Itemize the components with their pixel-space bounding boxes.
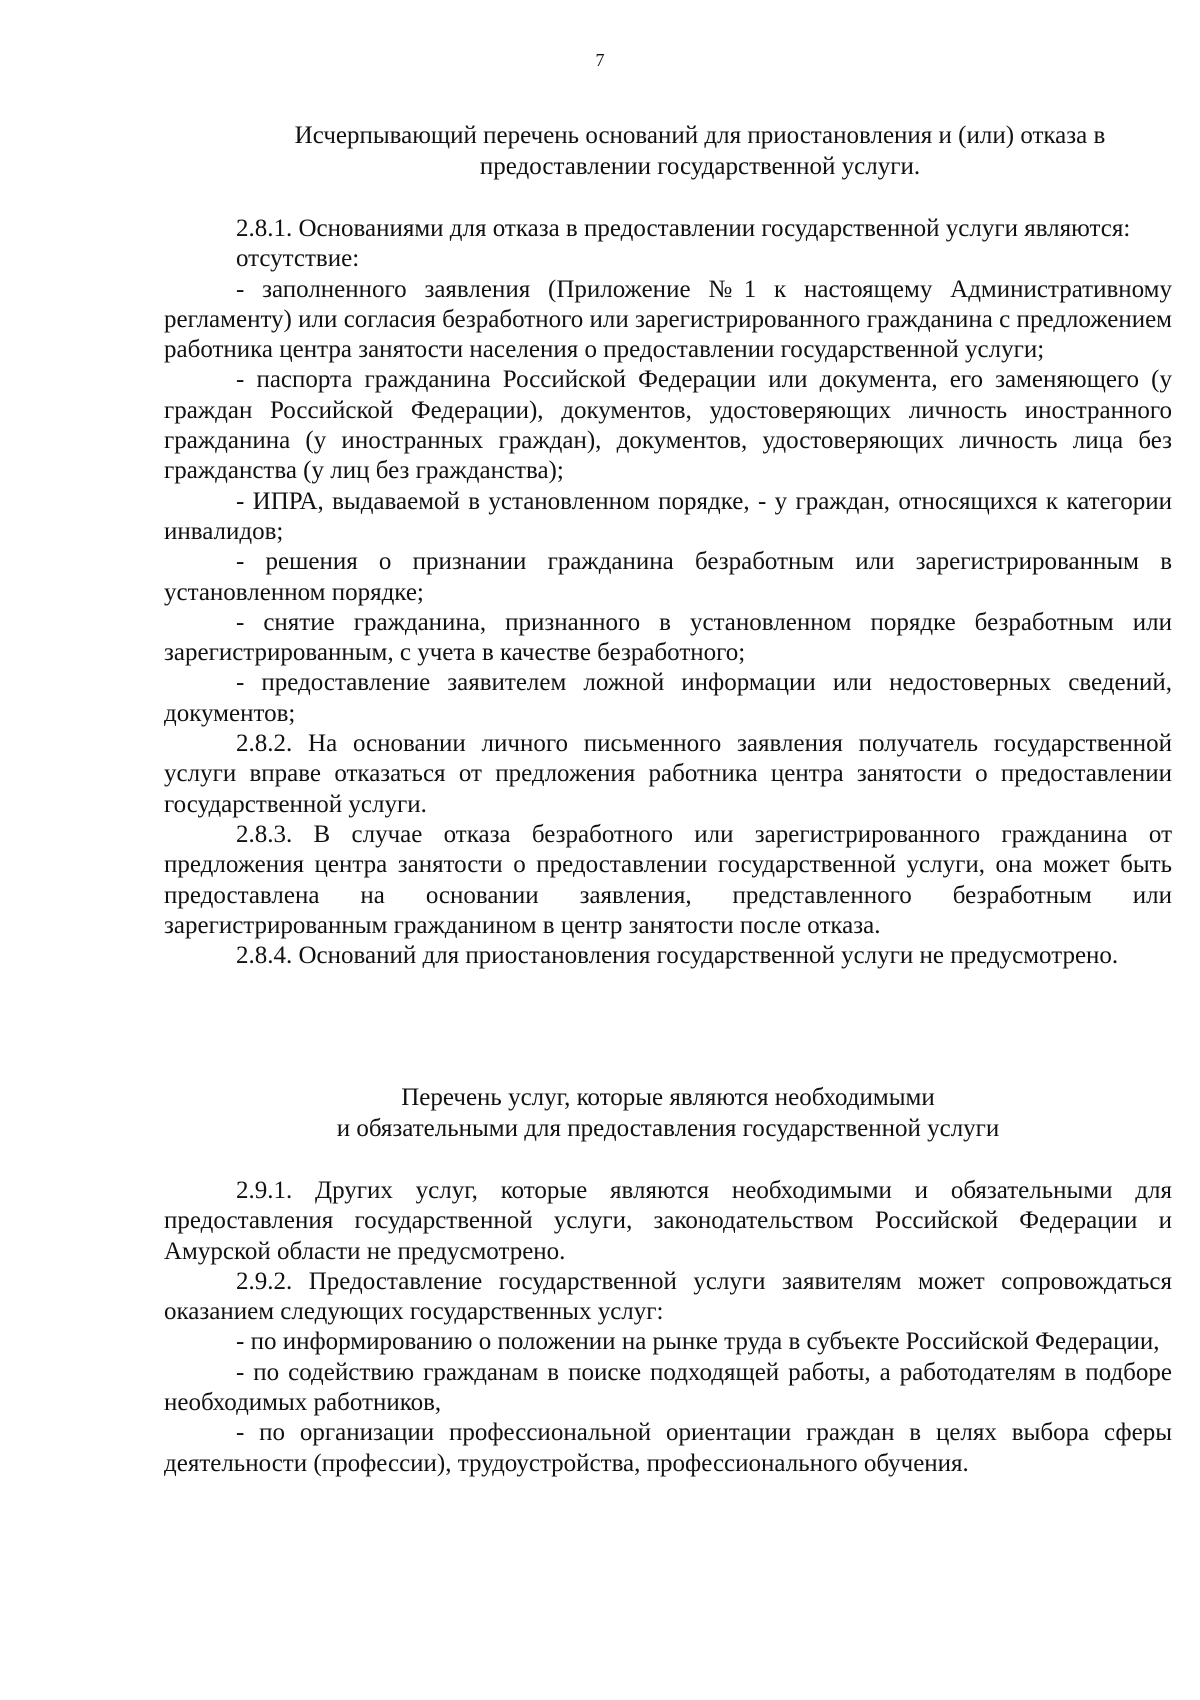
paragraph-2-9-1: 2.9.1. Других услуг, которые являются необходимыми и обязательными для предоставления государственной услуги, законодательством Российской Федерации и Амурской области не предусмотрено. [164, 1177, 1172, 1265]
paragraph-unemployed-decision: - решения о признании гражданина безработным или зарегистрированным в установленном порядке; [164, 548, 1172, 606]
paragraph-2-8-3: 2.8.3. В случае отказа безработного или зарегистрированного гражданина от предложения центра занятости о предоставлении государственной услуги, она может быть предоставлена на основании заявления, представленного безработным или зарегистрированным гражданином в центр занятости после отказа. [164, 820, 1172, 939]
paragraph-2-8-2: 2.8.2. На основании личного письменного заявления получатель государственной услуги вправе отказаться от предложения работника центра занятости о предоставлении государственной услуги. [164, 730, 1172, 818]
section-2-8-heading-line-1: Исчерпывающий перечень оснований для приостановления и (или) отказа в [294, 122, 1106, 149]
paragraph-job-search: - по содействию гражданам в поиске подходящей работы, а работодателям в подборе необходимых работников, [164, 1358, 1172, 1417]
paragraph-ipra: - ИПРА, выдаваемой в установленном порядке, - у граждан, относящихся к категории инвалидов; [164, 487, 1172, 545]
paragraph-2-8-4: 2.8.4. Оснований для приостановления государственной услуги не предусмотрено. [236, 942, 1119, 970]
section-2-9-heading-line-1: Перечень услуг, которые являются необходимыми [401, 1084, 935, 1111]
paragraph-passport: - паспорта гражданина Российской Федерации или документа, его заменяющего (у граждан Российской Федерации), документов, удостоверяющих личность иностранного гражданина (у иностранных граждан), документов, удостоверяющих личность лица без гражданства (у лиц без гражданства); [164, 366, 1172, 485]
paragraph-labor-market-info: - по информированию о положении на рынке труда в субъекте Российской Федерации, [236, 1328, 1160, 1356]
paragraph-absence: отсутствие: [236, 245, 360, 273]
paragraph-application: - заполненного заявления (Приложение №1 к настоящему Административному регламенту) или согласия безработного или зарегистрированного гражданина с предложением работника центра занятости населения о предоставлении государственной услуги; [164, 275, 1172, 364]
section-2-9-heading-line-2: и обязательными для предоставления государственной услуги [336, 1115, 1000, 1142]
paragraph-career-guidance: - по организации профессиональной ориентации граждан в целях выбора сферы деятельности (профессии), трудоустройства, профессионального обучения. [164, 1419, 1172, 1477]
paragraph-2-8-1: 2.8.1. Основаниями для отказа в предоставлении государственной услуги являются: [236, 215, 1131, 242]
section-2-8-heading [230, 120, 1170, 182]
section-2-9-heading [164, 1082, 1172, 1144]
section-2-8-body [164, 214, 1172, 971]
section-2-8-heading-line-2: предоставлении государственной услуги. [479, 153, 921, 180]
paragraph-false-info: - предоставление заявителем ложной информации или недостоверных сведений, документов; [164, 669, 1172, 727]
section-2-9-body [164, 1176, 1172, 1479]
paragraph-deregistration: - снятие гражданина, признанного в установленном порядке безработным или зарегистрированным, с учета в качестве безработного; [164, 608, 1172, 667]
page-number: 7 [595, 50, 605, 70]
paragraph-2-9-2: 2.9.2. Предоставление государственной услуги заявителям может сопровождаться оказанием следующих государственных услуг: [164, 1267, 1172, 1326]
